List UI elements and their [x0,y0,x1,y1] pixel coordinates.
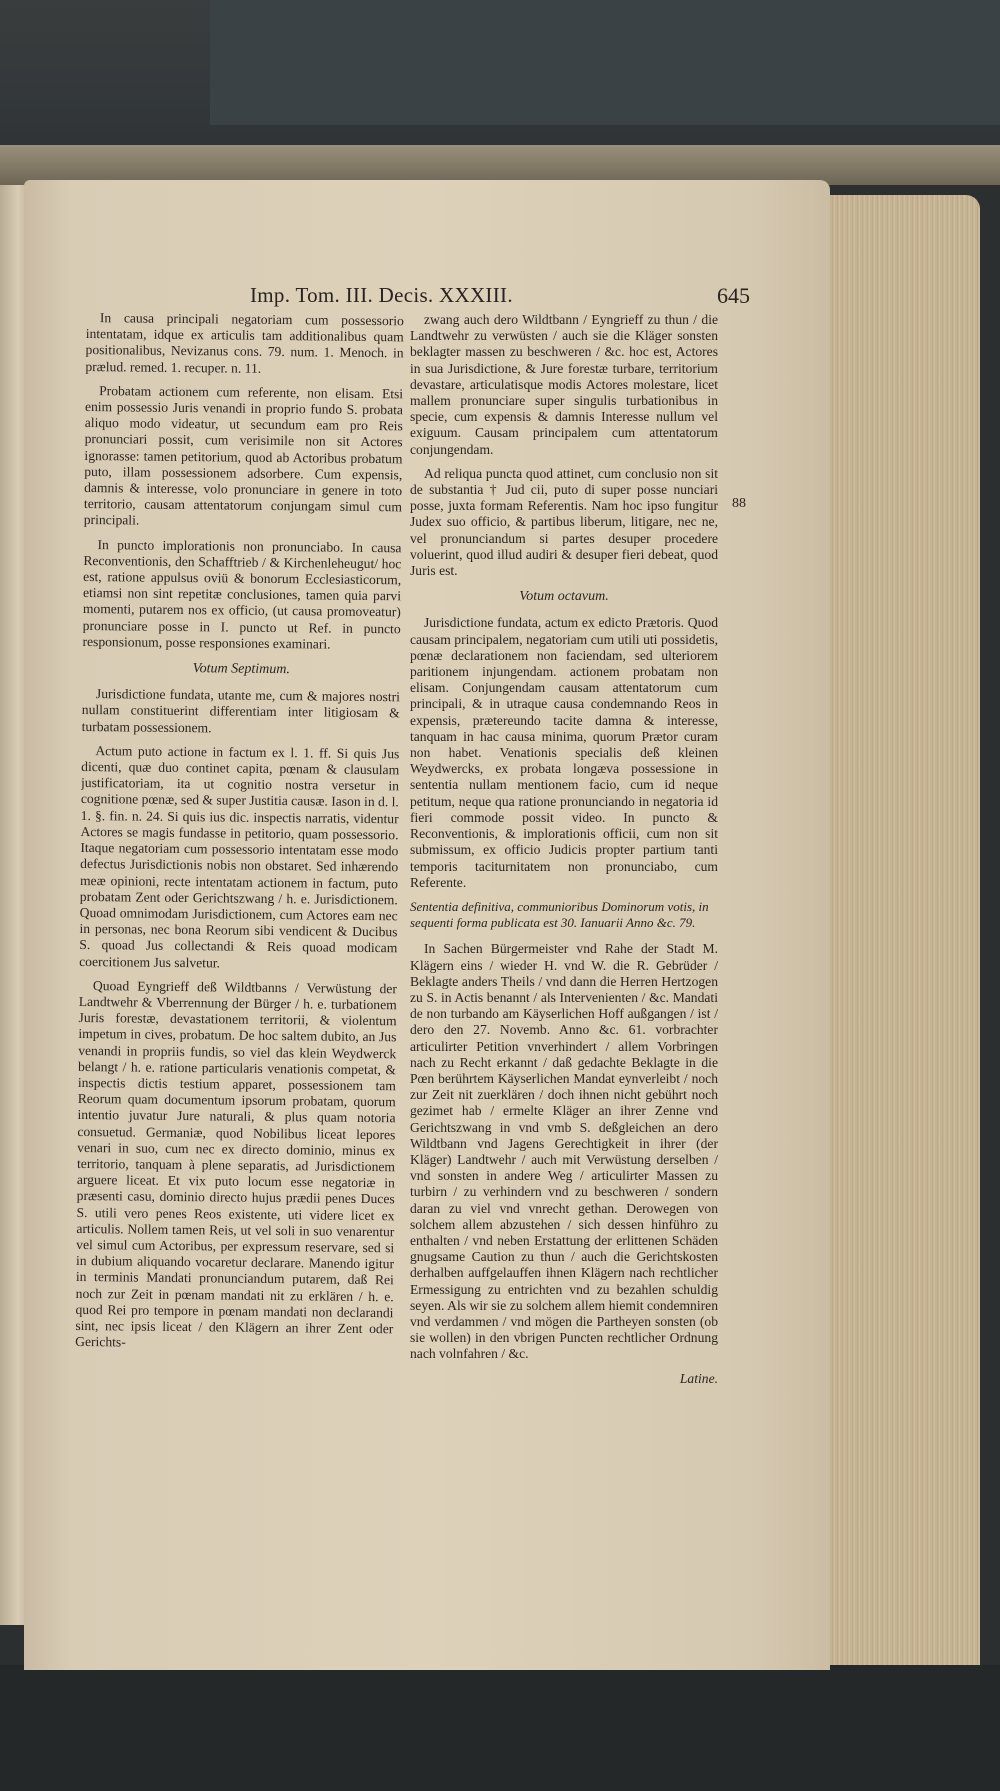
page-stack-edge [826,195,980,1675]
paragraph: Actum puto actione in factum ex l. 1. ff. Si quis Jus dicenti, quæ duo continet capita, pœnam & clausulam justificatoriam, ita ut cognitio nostra versetur in cognitione pœnæ, sed & super Justitia causæ. Iason in d. l. 1. §. fin. n. 24. Si quis ius dic. inspectis narratis, videntur Actores se magis fundasse in petitorio, quam possessorio. Itaque negatoriam cum possessorio intentatam esse modo defectus Jurisdictionis nobis non obstaret. Sed inhærendo meæ opinioni, recte intentatam actionem in factum, puto probatam Zent oder Gerichtszwang / h. e. Jurisdictionem. Quoad omnimodam Jurisdictionem, cum Actores eam nec in personas, nec bona Reorum sibi vendicent & Ducibus S. quoad Jus collectandi & Reis quoad modicam coercitionem Jus salvetur. [79,742,400,970]
section-heading: Votum octavum. [519,589,609,605]
paragraph: zwang auch dero Wildtbann / Eyngrieff zu thun / die Landtwehr zu verwüsten / auch sie die Kläger sonsten beklagter massen zu beschweren / &c. hoc est, Actores in sua Jurisdictione, & Jure forestæ turbare, territorium devastare, articulatisque modis Actores molestare, licet mallem pronunciare super singulis turbationibus in specie, cum expensis & damnis Interesse nullum vel exiguum. Causam principalem cum attentatorum conjungendam. [410,312,718,457]
catchword: Latine. [679,1370,718,1386]
section-heading: Votum Septimum. [192,661,290,678]
left-column [73,310,404,1593]
left-page-edge [0,185,26,1625]
paragraph: In causa principali negatoriam cum possessorio intentatam, idque ex articulis tam additionalibus quam positionalibus, Nevizanus cons. 79. num. 1. Menoch. in prælud. remed. 1. recuper. n. 11. [85,310,404,376]
running-head: Imp. Tom. III. Decis. XXXIII. [250,283,513,307]
right-column [410,312,718,1572]
paragraph: In puncto implorationis non pronunciabo. In causa Reconventionis, den Schafftrieb / & Kirchenleheugut/ hoc est, ratione appulsus oviü & bonorum Ecclesiasticorum, etiamsi non sint repetitæ conclusiones, tamen quia parvi momenti, putarem nos ex officio, (ut causa promoveatur) pronunciare posse in I. puncto ut Ref. in puncto responsionum, posse responsiones examinari. [82,536,402,652]
sentence-heading: Sententia definitiva, communioribus Dominorum votis, in sequenti forma publicata est 30. Ianuarii Anno &c. 79. [410,898,709,931]
paragraph: Quoad Eyngrieff deß Wildtbanns / Verwüstung der Landtwehr & Vberrennung der Bürger / h. e. turbationem Juris forestæ, devastationem territorii, & violentum impetum in cives, probatum. De hoc saltem dubito, an Jus venandi in propriis fundis, so viel das klein Weydwerck belangt / h. e. ratione particularis venationis competat, & inspectis dictis testium apparet, possessionem tam Reorum quam documentum ipsorum probatam, quorum intentio juvatur Jure naturali, & plus quam notoria consuetud. Germaniæ, quod Nobilibus liceat lepores venari in suo, cum nec ex directo dominio, minus ex territorio, tanquam à plene separatis, ad Jurisdictionem arguere liceat. Et vix puto locum esse negatoriæ in præsenti casu, dominio directo hujus prædii penes Duces S. utili vero penes Reos existente, uti videre licet ex articulis. Nollem tamen Reis, ut vel soli in suo venarentur vel simul cum Actoribus, per expressum reservare, sed si in dubium aliquando vocaretur declarare. Manendo igitur in terminis Mandati pronunciandum putarem, daß Rei noch zur Zeit in pœnam mandati nit zu erklären / h. e. quod Rei pro tempore in pœnam mandati non declarandi sint, nec ipsis liceat / den Klägern an ihrer Zent oder Gerichts- [75,977,397,1350]
paragraph: Jurisdictione fundata, utante me, cum & majores nostri nullam constituerint differentiam inter litigiosam & turbatam possessionem. [81,686,401,736]
margin-note: 88 [732,496,746,511]
paragraph: Ad reliqua puncta quod attinet, cum conclusio non sit de substantia † Jud cii, puto di super posse nunciari posse, juxta formam Referentis. Nam hoc ipso fungitur Judex suo officio, & partibus liberum, litigare, nec ne, vel pronunciandum si partes desuper procedere voluerint, quod illud audiri & desuper fieri debeat, quod Juris est. [410,465,718,579]
page-number: 645 [717,283,750,308]
bottom-shadow [0,1665,1000,1791]
book-cover-edge [0,145,1000,185]
background-panel [210,0,1000,125]
paragraph: Jurisdictione fundata, actum ex edicto Prætoris. Quod causam principalem, negatoriam cum utili uti possidetis, pœnæ declarationem non faciendam, sed ulteriorem paritionem injungendam. actionem probatam non elisam. Conjungendam causam attentatorum cum principali, & in utraque causa condemnando Reos in expensis, prætereundo tacite damna & interesse, tanquam in hac causa minima, quorum Prætor curam non habet. Venationis specialis deß kleinen Weydwercks, ex probata longæva possessione in sententia nullam mentionem facio, cum id neque petitum, neque qua ratione pronunciando in negatoria id fieri commode possit video. In puncto & Reconventionis, & implorationis officii, cum non sit submissum, ex officio Judicis propter partium tanti temporis taciturnitatem non pronunciabo, cum Referente. [410,615,718,890]
paragraph: In Sachen Bürgermeister vnd Rahe der Stadt M. Klägern eins / wieder H. vnd W. die R. Gebrüder / Beklagte anders Theils / vnd dann die Herren Hertzogen zu S. in Actis benannt / als Intervenienten / &c. Mandati de non turbando am Käyserlichen Hoff außgangen / ist / dero den 27. Novemb. Anno &c. 61. vorbrachter articulirter Petition vnverhindert / allem Vorbringen nach zu Recht erkannt / daß gedachte Beklagte in die Pœn berührtem Käyserlichen Mandat eynverleibt / noch zur Zeit nit zuerklären / doch ihnen nicht gebührt noch gezimet hab / ermelte Kläger an ihrer Zenne vnd Gerichtszwang in vnd vmb S. deßgleichen an dero Wildtbann vnd Jagens Gerechtigkeit in ihrer (der Kläger) Landtwehr / auch mit Verwüstung derselben / vnd sonsten in andere Weg / articulirter Massen zu turbirn / zu verhindern vnd zu beschweren / sondern daran zu viel vnd vnrecht gethan. Derowegen von solchem allem abzustehen / sich dessen hinführo zu enthalten / vnd neben Erstattung der erlittenen Schäden gnugsame Caution zu thun / auch die Gerichtskosten derhalben auffgelauffen ihnen Klägern nach rechtlicher Ermessigung zu entrichten vnd zu bezahlen schuldig seyen. Als wir sie zu solchem allem hiemit condemniren vnd verdammen / vnd mögen die Partheyen sonsten (ob sie wollen) in den vbrigen Puncten rechtlicher Ordnung nach volnfahren / &c. [410,941,718,1362]
paragraph: Probatam actionem cum referente, non elisam. Etsi enim possessio Juris venandi in proprio fundo S. probata aliquo modo videatur, ut secundum eam pro Reis pronunciari possit, cum verisimile non sit Actores ignorasse: tamen petitorium, quod ab Actoribus probatum puto, illam possessionem adsorbere. Cum expensis, damnis & interesse, volo pronunciare in genere in toto territorio, causam attentatorum conjungam simul cum principali. [83,382,404,529]
